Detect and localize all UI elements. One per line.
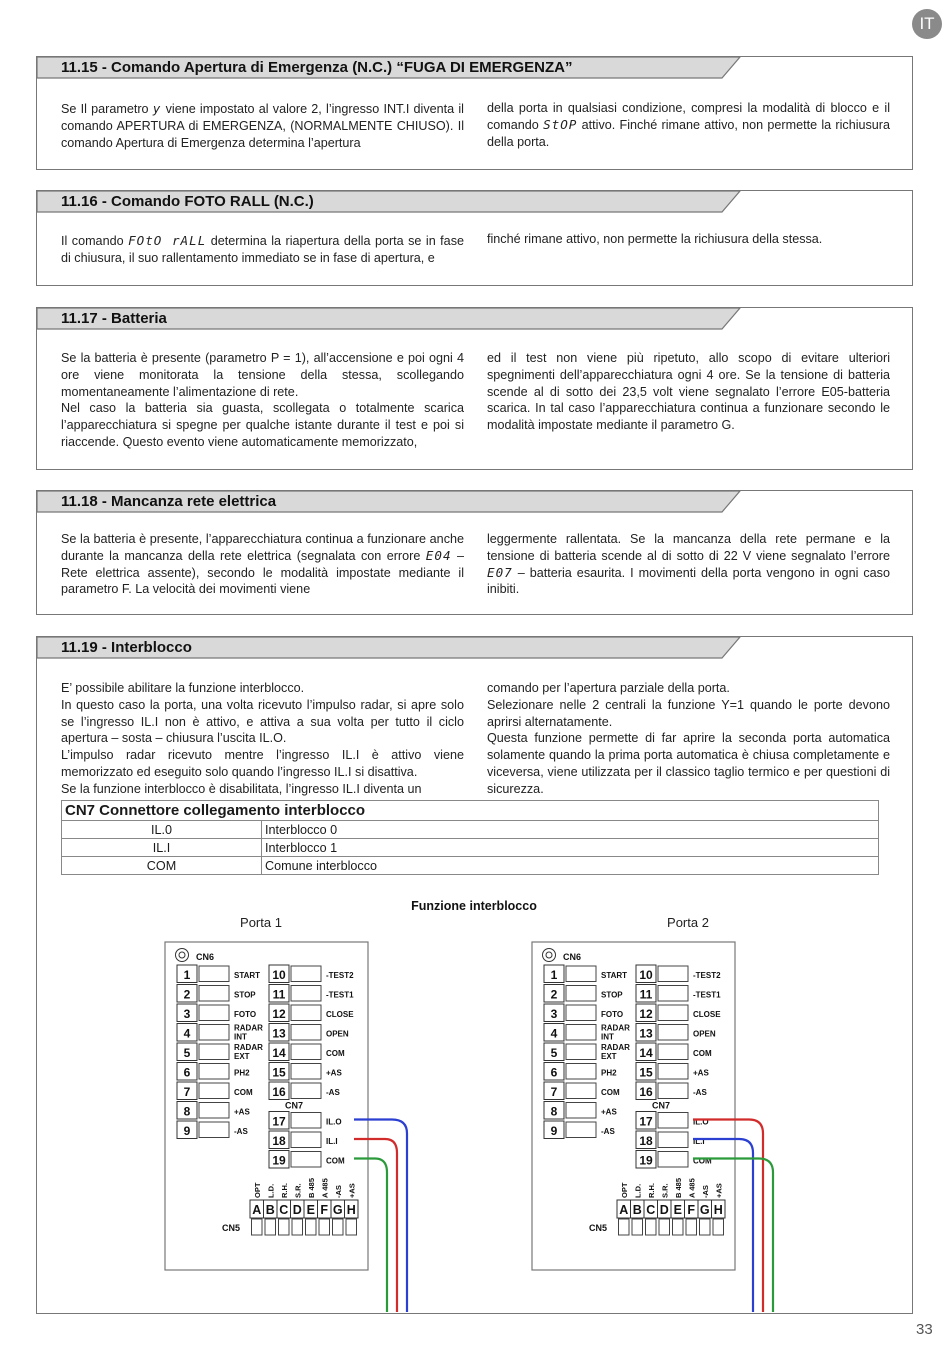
description-cell: Interblocco 0 (262, 821, 879, 839)
cn5-terminal-screw (306, 1219, 317, 1235)
text-column-left: E’ possibile abilitare la funzione interblocco. In questo caso la porta, una volta ricevuto l’impulso radar, si apre solo se l’ingresso IL.I non è attivo, e attiva a sua volta per tutto il ciclo apertura – sosta – chiusura l’uscita IL.O. L’impulso radar ricevuto mentre l’ingresso IL.I è attivo viene memorizzato ed eseguito solo quando l’ingresso IL.I si disattiva. Se la funzione interblocco è disabilitata, l’ingresso IL.I diventa un (61, 681, 464, 796)
cn5-pin-label: -AS (334, 1185, 343, 1198)
pin-label: FOTO (234, 1010, 257, 1019)
text-column-right: ed il test non viene più ripetuto, allo scopo di evitare ulteriori spegnimenti dell’apparecchiatura ogni 4 ore. Se la tensione di batteria scende al di sotto dei 23,5 volt viene segnalato l’errore E05-batteria scarica. In tal caso l’apparecchiatura continua a funzionare secondo le modalità impostate mediante il parametro G. (487, 351, 890, 433)
pin-number: 5 (183, 1046, 191, 1060)
terminal-screw (566, 1044, 596, 1060)
pin-number: 8 (183, 1104, 191, 1119)
terminal-screw (291, 1025, 321, 1041)
cn5-pin-label: -AS (701, 1185, 710, 1198)
pin-number: 7 (183, 1085, 191, 1099)
text-column-right: finché rimane attivo, non permette la richiusura della stessa. (487, 232, 823, 246)
cn5-pin-label: A 485 (687, 1178, 697, 1198)
terminal-screw (291, 986, 321, 1002)
pin-number: 15 (272, 1065, 286, 1080)
terminal-screw (658, 1044, 688, 1060)
terminal-screw (199, 1044, 229, 1060)
terminal-screw (566, 1083, 596, 1099)
terminal-screw (291, 1005, 321, 1021)
pin-label: PH2 (601, 1068, 617, 1078)
section-header (37, 57, 737, 79)
section-title: 11.18 - Mancanza rete elettrica (61, 493, 277, 510)
pin-label: IL.O (693, 1117, 709, 1127)
cn5-terminal-screw (279, 1219, 290, 1235)
cn5-pin-letter: H (713, 1203, 723, 1217)
table-row (62, 839, 879, 857)
section-title: 11.16 - Comando FOTO RALL (N.C.) (61, 193, 314, 210)
pin-label: START (234, 971, 261, 980)
pin-number: 8 (550, 1104, 558, 1119)
pin-label: IL.O (326, 1117, 342, 1127)
section-title: 11.19 - Interblocco (61, 639, 192, 656)
pin-number: 13 (639, 1026, 653, 1041)
pin-label: PH2 (234, 1068, 250, 1078)
terminal-screw (199, 986, 229, 1002)
terminal-screw (566, 1103, 596, 1119)
terminal-screw (658, 1132, 688, 1148)
terminal-screw (566, 1005, 596, 1021)
pin-label: COM (326, 1156, 345, 1166)
cn6-label: CN6 (563, 952, 582, 962)
pin-number: 2 (183, 987, 191, 1002)
terminal-screw (291, 1083, 321, 1099)
cn5-pin-label: OPT (620, 1182, 629, 1198)
pin-label: RADAR EXT (234, 1043, 263, 1061)
pin-number: 11 (639, 987, 653, 1002)
cn5-pin-letter: A (252, 1203, 262, 1217)
pin-number: 14 (272, 1046, 286, 1060)
section-title: 11.15 - Comando Apertura di Emergenza (N.C.) “FUGA DI EMERGENZA” (61, 59, 573, 76)
cn5-pin-letter: D (659, 1203, 669, 1217)
language-badge: IT (912, 9, 942, 39)
pin-label: COM (693, 1156, 712, 1166)
pin-number: 17 (272, 1114, 286, 1129)
section-title: 11.17 - Batteria (61, 310, 167, 327)
pin-label: +AS (234, 1107, 250, 1117)
cn7-label: CN7 (285, 1100, 304, 1111)
terminal-screw (566, 1122, 596, 1138)
terminal-screw (291, 966, 321, 982)
cn5-pin-letter: C (279, 1203, 289, 1217)
pin-number: 7 (550, 1085, 558, 1099)
door-1-label: Porta 1 (240, 915, 282, 930)
pin-number: 1 (550, 968, 558, 982)
interlock-wiring-diagram (37, 882, 911, 1312)
terminal-screw (566, 1025, 596, 1041)
pin-number: 19 (639, 1153, 653, 1168)
pin-cell: COM (62, 857, 262, 875)
terminal-screw (566, 1064, 596, 1080)
pin-label: STOP (601, 990, 623, 1000)
description-cell: Comune interblocco (262, 857, 879, 875)
cn5-terminal-screw (632, 1219, 643, 1235)
cn5-pin-letter: G (332, 1203, 343, 1217)
cn5-pin-label: OPT (253, 1182, 262, 1198)
pin-number: 10 (639, 968, 653, 982)
cn5-terminal-screw (700, 1219, 711, 1235)
terminal-screw (658, 1152, 688, 1168)
cn5-pin-letter: B (632, 1203, 642, 1217)
cn5-pin-label: R.H. (280, 1183, 289, 1198)
pin-label: IL.I (693, 1137, 705, 1146)
cn5-pin-letter: D (292, 1203, 302, 1217)
section-header (37, 191, 737, 213)
pin-label: CLOSE (693, 1010, 721, 1019)
cn5-pin-label: B 485 (307, 1177, 316, 1198)
pin-label: START (601, 971, 628, 980)
cn5-label: CN5 (222, 1223, 241, 1233)
terminal-screw (199, 1005, 229, 1021)
cn5-terminal-screw (619, 1219, 630, 1235)
pin-number: 4 (550, 1026, 558, 1041)
terminal-screw (658, 1113, 688, 1129)
terminal-screw (199, 966, 229, 982)
terminal-screw (658, 986, 688, 1002)
diagram-title: Funzione interblocco (411, 899, 537, 913)
terminal-screw (199, 1122, 229, 1138)
cn5-label: CN5 (589, 1223, 608, 1233)
pin-number: 14 (639, 1046, 653, 1060)
cn6-label: CN6 (196, 952, 215, 962)
pin-number: 9 (550, 1124, 558, 1138)
pin-label: -TEST1 (693, 990, 721, 1000)
pin-number: 13 (272, 1026, 286, 1041)
cn5-pin-letter: G (699, 1203, 710, 1217)
terminal-screw (199, 1103, 229, 1119)
section-11-19 (36, 636, 913, 1314)
text-column-left: Il comando FOtO rALL determina la riapertura della porta se in fase di chiusura, il suo rallentamento immediato se in fase di apertura, e (61, 233, 464, 265)
pin-label: STOP (234, 990, 256, 1000)
cn7-label: CN7 (652, 1100, 671, 1111)
pin-number: 11 (272, 987, 286, 1002)
terminal-screw (658, 1005, 688, 1021)
pin-label: RADAR EXT (601, 1043, 630, 1061)
pin-number: 16 (639, 1085, 653, 1099)
door-2-label: Porta 2 (667, 915, 709, 930)
text-column-left: Se Il parametro y viene impostato al valore 2, l’ingresso INT.I diventa il comando APERTURA di EMERGENZA, (NORMALMENTE CHIUSO). Il comando Apertura di Emergenza determina l’apertura (61, 101, 464, 150)
section-11-15 (36, 56, 913, 170)
table-title: CN7 Connettore collegamento interblocco (62, 801, 879, 821)
table-row (62, 821, 879, 839)
terminal-screw (291, 1132, 321, 1148)
cn5-terminal-screw (292, 1219, 303, 1235)
section-header (37, 637, 737, 659)
cn5-pin-label: +AS (347, 1183, 357, 1198)
pin-number: 12 (639, 1007, 653, 1021)
cn5-terminal-screw (713, 1219, 724, 1235)
pin-label: COM (601, 1088, 620, 1097)
terminal-screw (566, 986, 596, 1002)
control-board-door-1 (165, 942, 368, 1270)
terminal-screw (658, 1083, 688, 1099)
terminal-screw (658, 1064, 688, 1080)
pin-number: 4 (183, 1026, 191, 1041)
pin-label: -AS (326, 1088, 340, 1097)
section-11-17 (36, 307, 913, 470)
pin-label: FOTO (601, 1010, 624, 1019)
cn5-pin-letter: H (346, 1203, 356, 1217)
cn5-pin-letter: E (306, 1203, 315, 1217)
terminal-screw (199, 1025, 229, 1041)
pin-label: IL.I (326, 1137, 338, 1146)
cn5-terminal-screw (686, 1219, 697, 1235)
cn5-terminal-screw (673, 1219, 684, 1235)
terminal-screw (199, 1083, 229, 1099)
pin-label: OPEN (693, 1029, 716, 1039)
pin-label: +AS (601, 1107, 617, 1117)
pin-cell: IL.0 (62, 821, 262, 839)
text-column-right: leggermente rallentata. Se la mancanza della rete permane e la tensione di batteria scende al di sotto di 22 V viene segnalato l’errore E07 – batteria esaurita. I movimenti della porta vengono in ogni caso inibiti. (487, 532, 890, 597)
pin-number: 6 (183, 1065, 191, 1080)
pin-number: 10 (272, 968, 286, 982)
pin-number: 9 (183, 1124, 191, 1138)
pin-number: 18 (272, 1134, 286, 1148)
display-code: FOtO rALL (128, 233, 207, 248)
cn5-terminal-screw (265, 1219, 276, 1235)
pin-number: 19 (272, 1153, 286, 1168)
pin-label: +AS (693, 1068, 709, 1078)
cn5-pin-letter: E (673, 1203, 682, 1217)
terminal-screw (291, 1113, 321, 1129)
display-code: E04 (425, 547, 452, 563)
pin-label: RADAR INT (234, 1023, 263, 1042)
pin-number: 6 (550, 1065, 558, 1080)
pin-number: 5 (550, 1046, 558, 1060)
cn5-pin-letter: F (320, 1203, 329, 1217)
pin-number: 3 (550, 1007, 558, 1021)
cn5-terminal-screw (252, 1219, 263, 1235)
pin-label: -TEST1 (326, 990, 354, 1000)
pin-label: -AS (601, 1127, 615, 1136)
pin-number: 2 (550, 987, 558, 1002)
pin-label: COM (326, 1049, 345, 1058)
pin-number: 18 (639, 1134, 653, 1148)
cn7-connector-table (61, 800, 879, 875)
text-column-left: Se la batteria è presente (parametro P = 1), all’accensione e poi ogni 4 ore viene monitorata la tensione della stessa, scollegando momentaneamente l’alimentazione di rete. Nel caso la batteria sia guasta, scollegata o totalmente scarica l’apparecchiatura si spegne per qualche istante durante il test e poi si riaccende. Questo evento viene automaticamente memorizzato, (61, 351, 464, 449)
cn5-pin-letter: C (646, 1203, 656, 1217)
terminal-screw (566, 966, 596, 982)
terminal-screw (199, 1064, 229, 1080)
text-column-left: Se la batteria è presente, l’apparecchiatura continua a funzionare anche durante la mancanza della rete elettrica (segnalata con errore E04 – Rete elettrica assente), secondo le modalità impostate mediante il parametro F. La velocità dei movimenti viene (61, 532, 464, 597)
pin-number: 1 (183, 968, 191, 982)
cn5-terminal-screw (346, 1219, 357, 1235)
terminal-screw (658, 1025, 688, 1041)
terminal-screw (291, 1044, 321, 1060)
display-code: y (152, 101, 162, 116)
cn5-pin-label: B 485 (674, 1177, 683, 1198)
cn5-pin-letter: F (687, 1203, 696, 1217)
description-cell: Interblocco 1 (262, 839, 879, 857)
cn5-terminal-screw (319, 1219, 330, 1235)
section-header (37, 308, 737, 330)
pin-label: -AS (693, 1088, 707, 1097)
section-header (37, 491, 737, 513)
cn5-pin-label: R.H. (647, 1183, 656, 1198)
cn5-pin-label: L.D. (266, 1183, 276, 1198)
cn5-pin-letter: A (619, 1203, 629, 1217)
table-row (62, 857, 879, 875)
section-11-18 (36, 490, 913, 615)
section-11-16 (36, 190, 913, 286)
cn5-pin-label: +AS (714, 1183, 724, 1198)
pin-number: 15 (639, 1065, 653, 1080)
pin-label: RADAR INT (601, 1023, 630, 1042)
cn5-terminal-screw (333, 1219, 344, 1235)
pin-number: 16 (272, 1085, 286, 1099)
cn5-terminal-screw (646, 1219, 657, 1235)
terminal-screw (291, 1064, 321, 1080)
pin-label: CLOSE (326, 1010, 354, 1019)
cn5-pin-label: S.R. (293, 1183, 303, 1198)
pin-number: 17 (639, 1114, 653, 1129)
pin-label: COM (234, 1088, 253, 1097)
terminal-screw (658, 966, 688, 982)
pin-label: COM (693, 1049, 712, 1058)
control-board-door-2 (532, 942, 735, 1270)
pin-number: 3 (183, 1007, 191, 1021)
text-column-right: comando per l’apertura parziale della porta. Selezionare nelle 2 centrali la funzione Y=1 quando le porte devono aprirsi alternatamente. Questa funzione permette di far aprire la seconda porta automatica solamente quando la prima porta automatica è chiusa completamente e viceversa, viene utilizzata per il classico taglio termico e per questioni di sicurezza. (487, 681, 890, 796)
pin-label: +AS (326, 1068, 342, 1078)
cn5-pin-letter: B (265, 1203, 275, 1217)
pin-label: -TEST2 (693, 971, 721, 980)
terminal-screw (291, 1152, 321, 1168)
cn5-pin-label: A 485 (320, 1178, 330, 1198)
pin-label: -TEST2 (326, 971, 354, 980)
text-column-right: della porta in qualsiasi condizione, compresi la modalità di blocco e il comando StOP attivo. Finché rimane attivo, non permette la richiusura della porta. (487, 101, 890, 149)
display-code: StOP (543, 116, 578, 132)
display-code: E07 (487, 564, 513, 580)
pin-label: OPEN (326, 1029, 349, 1039)
cn5-terminal-screw (659, 1219, 670, 1235)
page-number: 33 (916, 1321, 933, 1338)
pin-cell: IL.I (62, 839, 262, 857)
pin-number: 12 (272, 1007, 286, 1021)
cn5-pin-label: S.R. (660, 1183, 670, 1198)
pin-label: -AS (234, 1127, 248, 1136)
cn5-pin-label: L.D. (633, 1183, 643, 1198)
